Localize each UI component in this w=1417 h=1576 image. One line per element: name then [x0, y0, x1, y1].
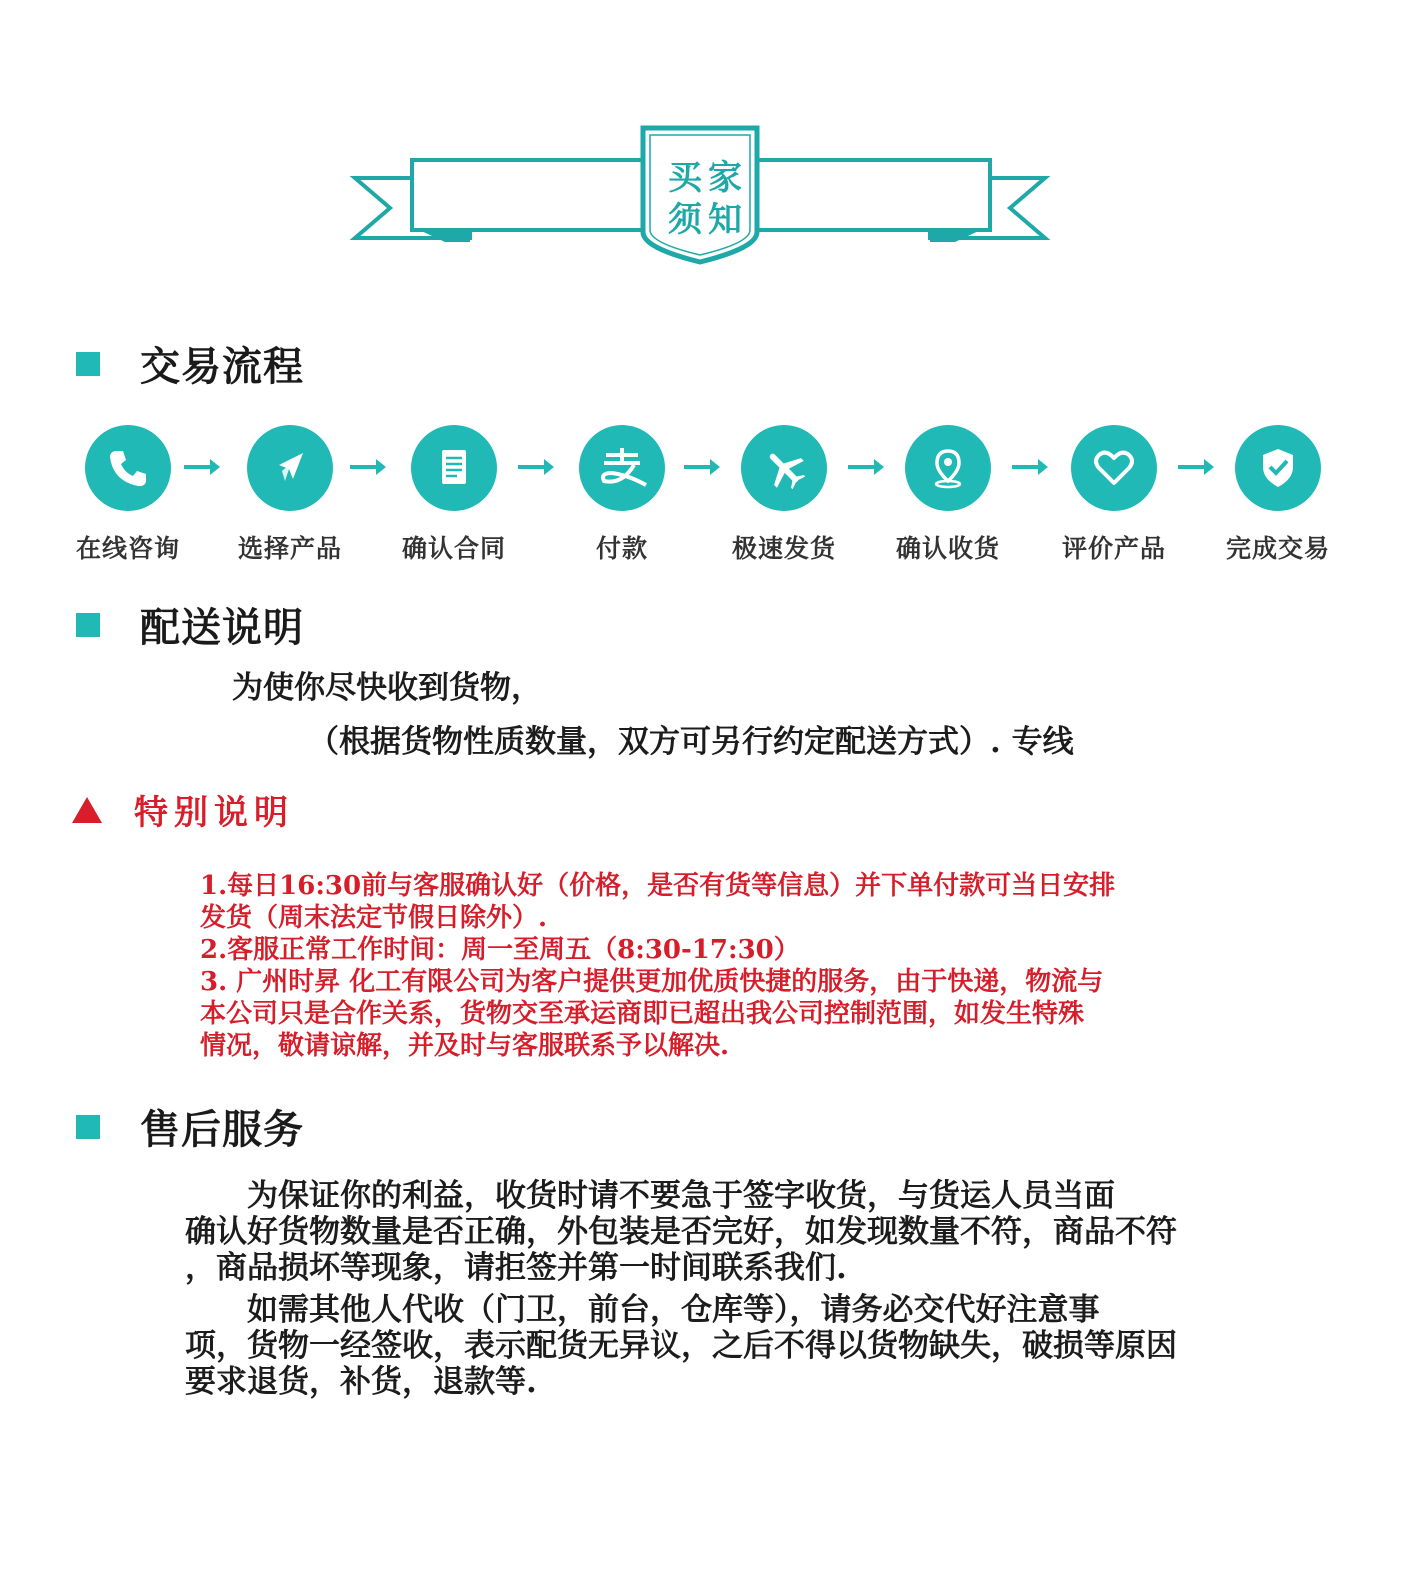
section-square-icon [76, 613, 100, 637]
flow-step-select [230, 425, 350, 565]
special-note-line: 情况，敬请谅解，并及时与客服联系予以解决. [200, 1031, 730, 1061]
warning-triangle-icon [72, 797, 102, 823]
arrow-right-icon [1176, 455, 1216, 479]
flow-step-label: 确认收货 [895, 534, 1000, 563]
arrow-right-icon [682, 455, 722, 479]
airplane-icon [741, 425, 827, 511]
flow-step-review [1054, 425, 1174, 565]
flow-step-receive [888, 425, 1008, 565]
phone-icon [85, 425, 171, 511]
section-title-flow: 交易流程 [140, 343, 304, 390]
section-square-icon [76, 1115, 100, 1139]
arrow-right-icon [182, 455, 222, 479]
aftersale-line: 要求退货，补货，退款等. [185, 1364, 537, 1400]
delivery-line-1: 为使你尽快收到货物， [232, 670, 542, 706]
section-square-icon [76, 352, 100, 376]
section-header-aftersale [76, 1098, 304, 1155]
flow-step-label: 选择产品 [237, 534, 342, 563]
aftersale-line: 确认好货物数量是否正确，外包装是否完好，如发现数量不符，商品不符 [185, 1214, 1177, 1250]
arrow-right-icon [1010, 455, 1050, 479]
banner-title-line1: 买家 [668, 158, 748, 198]
special-note-line: 3. 广州时昇 化工有限公司为客户提供更加优质快捷的服务，由于快递，物流与 [200, 967, 1104, 997]
flow-step-label: 在线咨询 [75, 534, 180, 563]
flow-step-contract [394, 425, 514, 565]
document-icon [411, 425, 497, 511]
arrow-right-icon [348, 455, 388, 479]
arrow-right-icon [516, 455, 556, 479]
shield-check-icon [1235, 425, 1321, 511]
flow-step-consult [68, 425, 188, 565]
flow-step-payment [562, 425, 682, 565]
flow-step-shipping [724, 425, 844, 565]
section-title-delivery: 配送说明 [140, 604, 304, 651]
section-header-delivery [76, 596, 304, 653]
flow-step-label: 确认合同 [401, 534, 506, 563]
special-note-line: 1.每日16:30前与客服确认好（价格，是否有货等信息）并下单付款可当日安排 [200, 871, 1116, 901]
aftersale-line: 项，货物一经签收，表示配货无异议，之后不得以货物缺失，破损等原因 [185, 1328, 1177, 1364]
alipay-icon [579, 425, 665, 511]
flow-step-label: 完成交易 [1225, 534, 1330, 563]
aftersale-line: 为保证你的利益，收货时请不要急于签字收货，与货运人员当面 [185, 1178, 1115, 1214]
delivery-line-2: （根据货物性质数量，双方可另行约定配送方式）. 专线 [308, 724, 1074, 760]
special-note-line: 2.客服正常工作时间：周一至周五（8:30-17:30） [200, 935, 800, 965]
send-icon [247, 425, 333, 511]
flow-step-label: 极速发货 [731, 534, 836, 563]
location-pin-icon [905, 425, 991, 511]
special-note-line: 发货（周末法定节假日除外）. [200, 903, 548, 933]
section-title-special: 特别说明 [134, 793, 294, 833]
section-header-special [72, 785, 294, 834]
flow-step-complete [1218, 425, 1338, 565]
arrow-right-icon [846, 455, 886, 479]
aftersale-line: ，商品损坏等现象，请拒签并第一时间联系我们. [185, 1250, 847, 1286]
section-header-flow [76, 335, 304, 392]
transaction-flow [68, 425, 1348, 575]
banner-title-line2: 须知 [668, 200, 748, 240]
aftersale-line: 如需其他人代收（门卫，前台，仓库等），请务必交代好注意事 [185, 1292, 1100, 1328]
heart-icon [1071, 425, 1157, 511]
special-note-line: 本公司只是合作关系，货物交至承运商即已超出我公司控制范围，如发生特殊 [200, 999, 1085, 1029]
flow-step-label: 付款 [595, 534, 648, 563]
buyer-notice-banner [0, 0, 1417, 300]
flow-step-label: 评价产品 [1061, 534, 1166, 563]
section-title-aftersale: 售后服务 [140, 1106, 304, 1153]
